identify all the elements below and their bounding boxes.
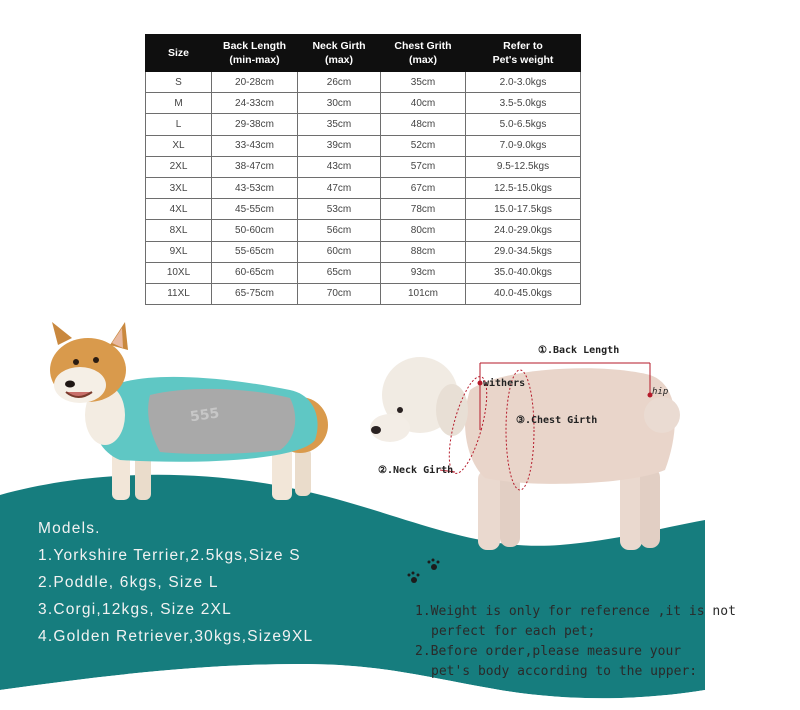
cell-chest-girth: 78cm	[381, 199, 466, 220]
cell-size: 9XL	[146, 241, 212, 262]
cell-back-length: 43-53cm	[212, 177, 298, 198]
cell-back-length: 24-33cm	[212, 93, 298, 114]
hip-label: hip	[652, 387, 669, 397]
cell-neck-girth: 47cm	[298, 177, 381, 198]
list-item: 2.Poddle, 6kgs, Size L	[38, 574, 219, 591]
cell-back-length: 38-47cm	[212, 156, 298, 177]
cell-weight: 5.0-6.5kgs	[466, 114, 581, 135]
cell-chest-girth: 93cm	[381, 262, 466, 283]
list-item: 1.Yorkshire Terrier,2.5kgs,Size S	[38, 547, 301, 564]
cell-neck-girth: 53cm	[298, 199, 381, 220]
cell-neck-girth: 65cm	[298, 262, 381, 283]
cell-size: 8XL	[146, 220, 212, 241]
cell-chest-girth: 80cm	[381, 220, 466, 241]
list-item: 3.Corgi,12kgs, Size 2XL	[38, 601, 232, 618]
cell-back-length: 29-38cm	[212, 114, 298, 135]
cell-chest-girth: 48cm	[381, 114, 466, 135]
cell-weight: 24.0-29.0kgs	[466, 220, 581, 241]
cell-back-length: 33-43cm	[212, 135, 298, 156]
cell-chest-girth: 67cm	[381, 177, 466, 198]
corgi-in-shirt-photo	[50, 322, 328, 500]
header-chest-girth: Chest Grith (max)	[381, 35, 466, 72]
svg-text:555: 555	[189, 405, 221, 426]
cell-size: XL	[146, 135, 212, 156]
cell-back-length: 50-60cm	[212, 220, 298, 241]
header-neck-girth: Neck Girth (max)	[298, 35, 381, 72]
cell-back-length: 20-28cm	[212, 72, 298, 93]
cell-size: 2XL	[146, 156, 212, 177]
cell-neck-girth: 70cm	[298, 283, 381, 304]
cell-back-length: 60-65cm	[212, 262, 298, 283]
cell-back-length: 65-75cm	[212, 283, 298, 304]
cell-chest-girth: 88cm	[381, 241, 466, 262]
cell-size: S	[146, 72, 212, 93]
header-size: Size	[146, 35, 212, 72]
models-list	[38, 515, 313, 650]
cell-weight: 35.0-40.0kgs	[466, 262, 581, 283]
cell-size: 3XL	[146, 177, 212, 198]
cell-weight: 7.0-9.0kgs	[466, 135, 581, 156]
cell-chest-girth: 52cm	[381, 135, 466, 156]
cell-size: M	[146, 93, 212, 114]
cell-neck-girth: 35cm	[298, 114, 381, 135]
note-line: pet's body according to the upper:	[431, 664, 698, 679]
cell-neck-girth: 43cm	[298, 156, 381, 177]
header-back-length: Back Length (min-max)	[212, 35, 298, 72]
note-line: 2.Before order,please measure your	[415, 644, 682, 659]
cell-chest-girth: 40cm	[381, 93, 466, 114]
models-title: Models.	[38, 520, 101, 537]
withers-label: withers	[483, 378, 526, 389]
cell-weight: 40.0-45.0kgs	[466, 283, 581, 304]
neck-girth-label: ②.Neck Girth	[378, 465, 454, 476]
cell-weight: 2.0-3.0kgs	[466, 72, 581, 93]
cell-neck-girth: 30cm	[298, 93, 381, 114]
cell-size: 4XL	[146, 199, 212, 220]
cell-weight: 9.5-12.5kgs	[466, 156, 581, 177]
sizing-notes	[415, 602, 736, 682]
note-line: perfect for each pet;	[431, 624, 596, 639]
cell-size: 10XL	[146, 262, 212, 283]
list-item: 4.Golden Retriever,30kgs,Size9XL	[38, 628, 314, 645]
cell-weight: 3.5-5.0kgs	[466, 93, 581, 114]
back-length-label: ①.Back Length	[538, 345, 620, 356]
cell-weight: 15.0-17.5kgs	[466, 199, 581, 220]
cell-neck-girth: 56cm	[298, 220, 381, 241]
cell-neck-girth: 60cm	[298, 241, 381, 262]
cell-size: L	[146, 114, 212, 135]
cell-back-length: 55-65cm	[212, 241, 298, 262]
cell-size: 11XL	[146, 283, 212, 304]
cell-weight: 12.5-15.0kgs	[466, 177, 581, 198]
note-line: 1.Weight is only for reference ,it is not	[415, 604, 736, 619]
cell-neck-girth: 26cm	[298, 72, 381, 93]
cell-weight: 29.0-34.5kgs	[466, 241, 581, 262]
cell-chest-girth: 35cm	[381, 72, 466, 93]
cell-neck-girth: 39cm	[298, 135, 381, 156]
cell-chest-girth: 57cm	[381, 156, 466, 177]
header-pet-weight: Refer to Pet's weight	[466, 35, 581, 72]
chest-girth-label: ③.Chest Girth	[516, 415, 598, 426]
cell-chest-girth: 101cm	[381, 283, 466, 304]
cell-back-length: 45-55cm	[212, 199, 298, 220]
